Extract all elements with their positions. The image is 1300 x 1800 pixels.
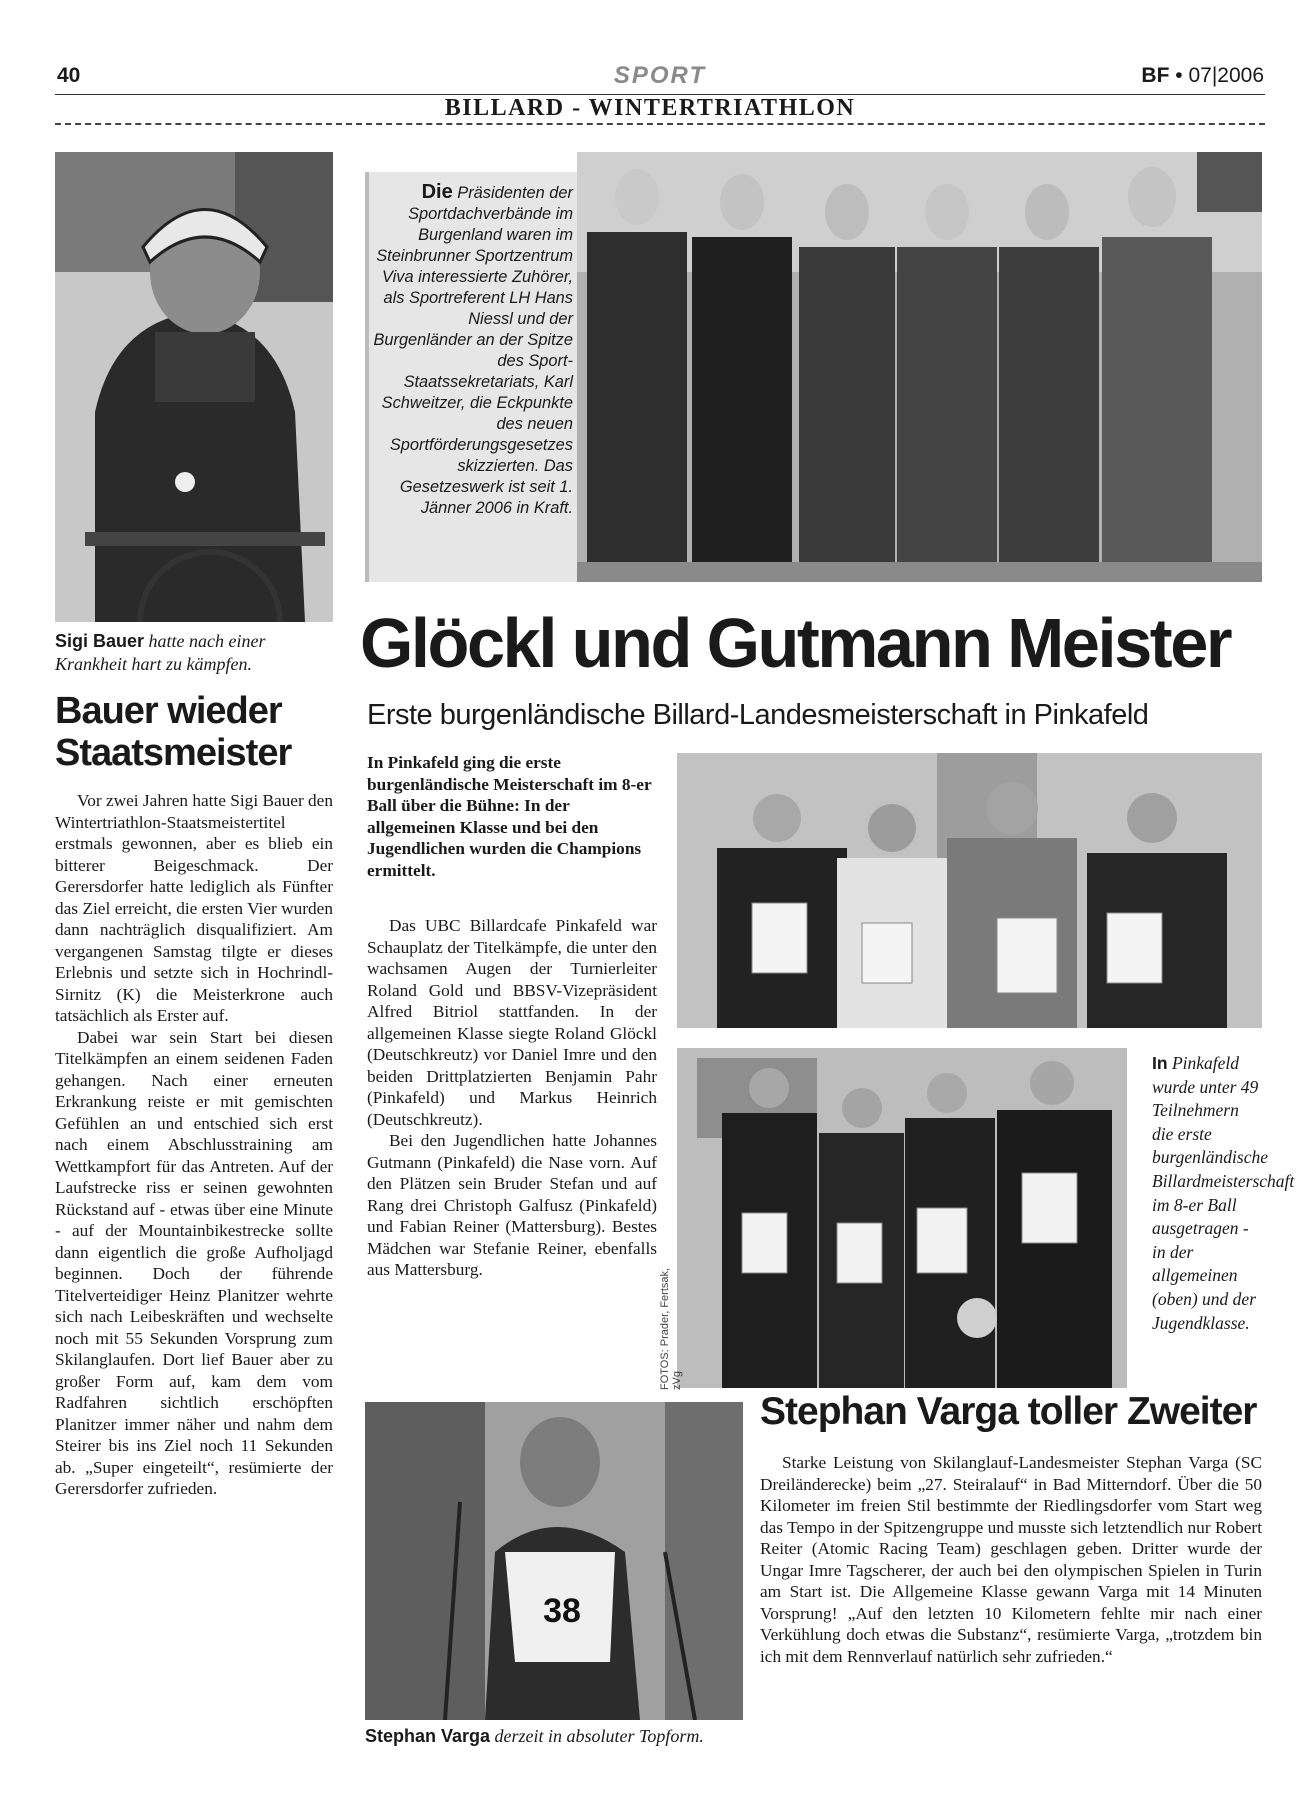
masthead-separator: • — [1175, 64, 1183, 87]
main-headline: Glöckl und Gutmann Meister — [360, 604, 1231, 682]
section-title: SPORT — [613, 62, 707, 89]
left-headline-line2: Staatsmeister — [55, 732, 292, 774]
varga-photo — [365, 1402, 743, 1720]
varga-article-body — [760, 1452, 1262, 1667]
left-article-body — [55, 790, 333, 1500]
presidents-caption-box — [365, 172, 581, 582]
presidents-caption — [373, 182, 573, 519]
cyclist-photo — [55, 152, 333, 622]
bib-number: 38 — [543, 1592, 581, 1630]
varga-headline: Stephan Varga toller Zweiter — [760, 1390, 1257, 1433]
presidents-caption-lead: Die — [421, 181, 453, 203]
left-paragraph: Vor zwei Jahren hatte Sigi Bauer den Wintertriathlon-Staatsmeistertitel erstmals gewonnen, aber es blieb ein bitterer Beigeschmack. Der Gerersdorfer hatte lediglich als Fünfter das Ziel erreicht, die ersten Vier wurden dann nachträglich disqualifiziert. Am vergangenen Samstag tilgte er dieses Erlebnis und setzte sich in Hochrindl-Sirnitz (K) die Meisterkrone auch tatsächlich als Erster auf. — [55, 791, 333, 1025]
left-paragraph: Dabei war sein Start bei diesen Titelkämpfen an einem seidenen Faden gehangen. Nach einer erneuten Erkrankung reiste er mit gemischten Gefühlen an und entschied sich erst nach einem Abschlusstraining am Wettkampfort für das Antreten. Auf der Laufstrecke riss er seinen gewohnten Rückstand auf - etwas über eine Minute - auf der Mountainbikestrecke sollte dann eigentlich die große Aufholjagd beginnen. Doch der führende Titelverteidiger Heinz Planitzer wehrte sich nach Leibeskräften und wechselte noch mit 55 Sekunden Vorsprung zum Skilanglaufen. Dort lief Bauer aber zu großer Form auf, kam dem vom Radfahren sichtlich erschöpften Planitzer immer näher und nahm dem Steirer bis ins Ziel noch 11 Sekunden ab. „Super eingeteilt“, resümierte der Gerersdorfer zufrieden. — [55, 1027, 333, 1498]
main-paragraph: Das UBC Billardcafe Pinkafeld war Schauplatz der Titelkämpfe, die unter den wachsamen Augen der Turnierleiter Roland Gold und BBSV-Vizepräsident Alfred Bitriol stattfanden. In der allgemeinen Klasse siegte Roland Glöckl (Deutschkreutz) vor Daniel Imre und den beiden Drittplatzierten Benjamin Pahr (Pinkafeld) und Markus Heinrich (Deutschkreutz). — [367, 916, 657, 1129]
main-article-body — [367, 915, 657, 1281]
side-caption-text: Pinkafeld wurde unter 49 Teilnehmern die erste burgenländische Billardmeisterschaft im 8-er Ball ausgetragen - in der allgemeinen (oben) und der Jugendklasse. — [1152, 1053, 1295, 1333]
issue-number: 07|2006 — [1188, 64, 1264, 87]
main-lead: In Pinkafeld ging die erste burgenländische Meisterschaft im 8-er Ball über die Bühne: In der allgemeinen Klasse und bei den Jugendlichen wurden die Champions ermittelt. — [367, 753, 652, 880]
main-subheadline: Erste burgenländische Billard-Landesmeisterschaft in Pinkafeld — [367, 699, 1149, 731]
varga-caption-text: derzeit in absoluter Topform. — [494, 1726, 704, 1746]
left-article-headline — [55, 690, 315, 774]
photo-credit: FOTOS: Prader, Fertsak, zVg — [659, 1267, 683, 1390]
dashed-divider — [55, 123, 1265, 125]
presidents-photo — [577, 152, 1262, 582]
cyclist-caption-text: hatte nach einer Krankheit hart zu kämpfen. — [55, 631, 266, 674]
main-paragraph: Bei den Jugendlichen hatte Johannes Gutmann (Pinkafeld) die Nase vorn. Auf den Plätzen sein Bruder Stefan und auf Rang drei Christoph Galfusz (Pinkafeld) und Fabian Reiner (Mattersburg). Bestes Mädchen war Stefanie Reiner, ebenfalls aus Mattersburg. — [367, 1131, 657, 1279]
cyclist-caption-name: Sigi Bauer — [55, 631, 145, 651]
masthead — [1141, 64, 1264, 88]
presidents-caption-text: Präsidenten der Sportdachverbände im Burgenland waren im Steinbrunner Sportzentrum Viva interessierte Zuhörer, als Sportreferent LH Hans Niessl und der Burgenländer an der Spitze des Sport-Staatssekretariats, Karl Schweitzer, die Eckpunkte des neuen Sportförderungsgesetzes skizzierten. Das Gesetzeswerk ist seit 1. Jänner 2006 in Kraft. — [373, 184, 573, 517]
billiard-youth-photo — [677, 1048, 1127, 1388]
subsection-title: BILLARD - WINTERTRIATHLON — [444, 95, 856, 121]
varga-caption-name: Stephan Varga — [365, 1726, 491, 1746]
page-number: 40 — [57, 64, 81, 87]
varga-paragraph: Starke Leistung von Skilanglauf-Landesmeister Stephan Varga (SC Dreiländerecke) beim „27. Steiralauf“ in Bad Mitterndorf. Über die 50 Kilometer im freien Stil bestimmte der Riedlingsdorfer vom Start weg das Tempo in der Spitzengruppe und musste sich letztendlich nur Robert Reiter (Atomic Racing Team) geschlagen geben. Dritter wurde der Ungar Imre Tagscherer, der auch bei den olympischen Spielen in Turin am Start ist. Die Allgemeine Klasse gewann Varga mit 14 Minuten Vorsprung! „Auf den letzten 10 Kilometern fehlte mir nach einer Verkühlung doch etwas die Substanz“, resümierte Varga, „trotzdem bin ich mit dem Rennverlauf natürlich sehr zufrieden.“ — [760, 1453, 1262, 1666]
varga-photo-caption — [365, 1725, 765, 1748]
billiard-adults-photo — [677, 753, 1262, 1028]
left-headline-line1: Bauer wieder — [55, 690, 282, 732]
billiard-side-caption — [1152, 1052, 1295, 1335]
brand-logo: BF — [1141, 64, 1170, 87]
side-caption-lead: In — [1152, 1053, 1168, 1073]
cyclist-caption — [55, 630, 325, 676]
